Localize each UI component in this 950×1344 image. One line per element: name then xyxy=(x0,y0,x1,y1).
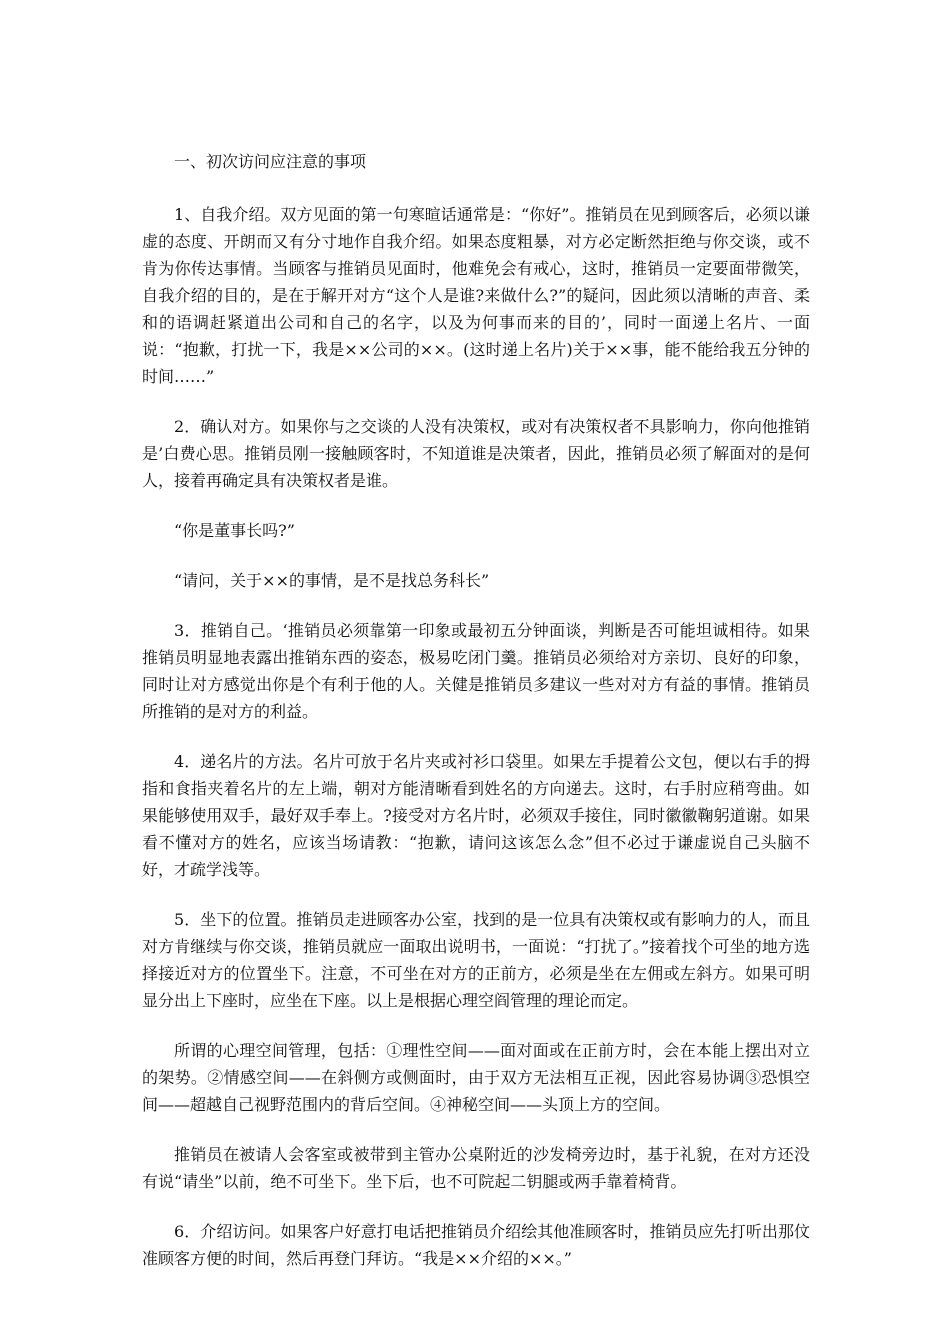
paragraph-business-card: 4．递名片的方法。名片可放于名片夹或衬衫口袋里。如果左手提着公文包，便以右手的拇指和食指夹着名片的左上端，朝对方能清晰看到姓名的方向递去。这时，右手肘应稍弯曲。如果能够使用双手，最好双手奉上。?接受对方名片时，必须双手接住，同时徽徽鞠躬道谢。如果看不懂对方的姓名，应该当场请教：“抱歉，请问这该怎么念”但不必过于谦虚说自己头脑不好，才疏学浅等。 xyxy=(142,752,810,879)
paragraph-referral-visit: 6．介绍访问。如果客户好意打电话把推销员介绍绘其他准顾客时，推销员应先打听出那伩准顾客方便的时间，然后再登门拜访。“我是××介绍的××。” xyxy=(142,1222,810,1268)
paragraph-quote-chairman: “你是董事长吗?” xyxy=(174,521,295,540)
paragraph-quote-general-affairs: “请问，关于××的事情，是不是找总务科长” xyxy=(174,571,490,590)
paragraph-seating-position: 5．坐下的位置。推销员走进顾客办公室，找到的是一位具有决策权或有影响力的人，而且对方肯继续与你交谈，推销员就应一面取出说明书，一面说：“打扰了。”接着找个可坐的地方选择接近对方的位置坐下。注意，不可坐在对方的正前方，必须是坐在左佣或左斜方。如果可明显分出上下座时，应坐在下座。以上是根据心理空阎管理的理论而定。 xyxy=(142,910,810,1010)
paragraph-confirm-counterpart: 2．确认对方。如果你与之交谈的人没有决策权，或对有决策权者不具影响力，你向他推销是’白费心思。推销员刚一接触顾客时，不知道谁是决策者，因此，推销员必须了解面对的是何人，接着再确定具有决策权者是谁。 xyxy=(142,417,810,490)
paragraph-reception-room: 推销员在被请人会客室或被带到主管办公桌附近的沙发椅旁边时，基于礼貌，在对方还没有说“请坐”以前，绝不可坐下。坐下后，也不可院起二钥腿或两手靠着椅背。 xyxy=(142,1145,810,1191)
document-body xyxy=(142,148,810,1295)
section-heading: 一、初次访问应注意的事项 xyxy=(174,152,367,171)
paragraph-sell-yourself: 3．推销自己。‘推销员必须靠第一印象或最初五分钟面谈，判断是否可能坦诚相待。如果推销员明显地表露出推销东西的姿态，极易吃闭门羹。推销员必须给对方亲切、良好的印象，同时让对方感觉出你是个有利于他的人。关健是推销员多建议一些对对方有益的事情。推销员所推销的是对方的利益。 xyxy=(142,621,810,721)
paragraph-psychological-space: 所谓的心理空间管理，包括：①理性空间——面对面或在正前方时，会在本能上摆出对立的架势。②情感空间——在斜侧方或侧面时，由于双方无法相互正视，因此容易协调③恐惧空间——超越自己视野范围内的背后空间。④神秘空间——头顶上方的空间。 xyxy=(142,1041,810,1114)
paragraph-self-introduction: 1、自我介绍。双方见面的第一句寒暄话通常是：“你好”。推销员在见到顾客后，必须以谦虚的态度、开朗而又有分寸地作自我介绍。如果态度粗暴，对方必定断然拒绝与你交谈，或不肯为你传达事情。当顾客与推销员见面时，他难免会有戒心，这时，推销员一定要面带微笑，自我介绍的目的，是在于解开对方“这个人是谁?来做什么?”的疑问，因此须以清晰的声音、柔和的语调赶紧道出公司和自己的名字，以及为何事而来的目的’，同时一面递上名片、一面说：“抱歉，打扰一下，我是××公司的××。(这时递上名片)关于××事，能不能给我五分钟的时间……” xyxy=(142,205,810,386)
